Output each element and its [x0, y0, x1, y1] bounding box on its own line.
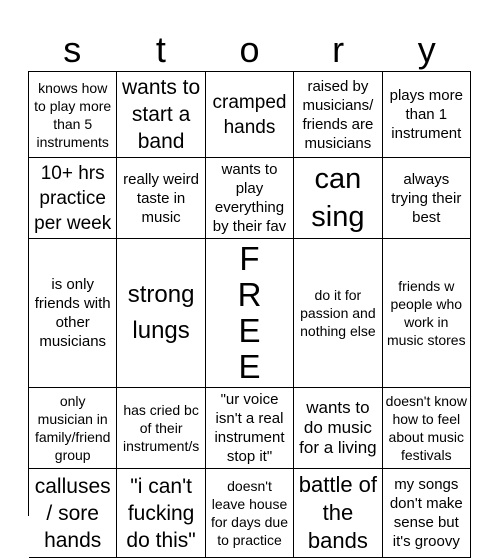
bingo-cell[interactable] — [117, 158, 205, 239]
bingo-cell-text: only musician in family/friend group — [34, 393, 111, 463]
bingo-cell-text: "ur voice isn't a real instrument stop it" — [214, 391, 285, 465]
bingo-cell-text: wants to do music for a living — [299, 398, 377, 457]
bingo-cell-text: strong lungs — [127, 281, 195, 344]
bingo-cell[interactable] — [294, 72, 382, 158]
bingo-cell[interactable] — [206, 469, 294, 558]
bingo-cell-text: always trying their best — [391, 170, 462, 226]
bingo-cell[interactable] — [206, 388, 294, 469]
bingo-cell-text: 10+ hrs practice per week — [34, 162, 112, 234]
bingo-cell[interactable] — [294, 469, 382, 558]
bingo-cell[interactable] — [29, 239, 117, 388]
free-space-cell[interactable] — [206, 239, 294, 388]
bingo-cell-text: plays more than 1 instrument — [389, 87, 463, 142]
bingo-cell[interactable] — [117, 388, 205, 469]
bingo-cell[interactable] — [29, 469, 117, 558]
bingo-cell[interactable] — [383, 239, 471, 388]
title-letter-r: r — [332, 29, 345, 70]
bingo-cell-text: is only friends with other musicians — [34, 276, 111, 350]
bingo-cell[interactable] — [206, 72, 294, 158]
bingo-cell-text: raised by musicians/ friends are musicians — [302, 77, 374, 152]
bingo-cell-text: battle of the bands — [298, 472, 378, 553]
title-letter-o: o — [239, 29, 260, 70]
bingo-cell[interactable] — [117, 72, 205, 158]
bingo-cell[interactable] — [294, 388, 382, 469]
free-space-text: F R E E — [237, 240, 272, 385]
bingo-cell[interactable] — [117, 239, 205, 388]
bingo-cell-text: has cried bc of their instrument/s — [122, 402, 200, 454]
title-letter-y: y — [417, 29, 436, 70]
bingo-cell-text: friends w people who work in music stores — [387, 278, 466, 348]
bingo-cell-text: can sing — [311, 163, 365, 233]
bingo-cell[interactable] — [206, 158, 294, 239]
bingo-cell-text: my songs don't make sense but it's groovy — [389, 476, 463, 550]
bingo-cell[interactable] — [117, 469, 205, 558]
bingo-cell[interactable] — [29, 72, 117, 158]
bingo-cell-text: doesn't know how to feel about music festivals — [385, 393, 467, 463]
bingo-cell-text: wants to start a band — [121, 76, 201, 153]
bingo-cell[interactable] — [29, 388, 117, 469]
bingo-cell[interactable] — [294, 158, 382, 239]
bingo-cell[interactable] — [383, 158, 471, 239]
bingo-cell-text: do it for passion and nothing else — [300, 287, 376, 339]
bingo-cell-text: cramped hands — [212, 91, 287, 138]
bingo-cell-text: knows how to play more than 5 instruments — [34, 79, 112, 150]
bingo-cell-text: calluses / sore hands — [34, 474, 111, 552]
bingo-cell-text: "i can't fucking do this" — [126, 474, 196, 552]
bingo-cell[interactable] — [383, 72, 471, 158]
bingo-cell[interactable] — [383, 388, 471, 469]
bingo-cell[interactable] — [294, 239, 382, 388]
bingo-board — [28, 71, 471, 553]
bingo-cell[interactable] — [29, 158, 117, 239]
bingo-cell-text: really weird taste in music — [123, 170, 200, 226]
bingo-cell[interactable] — [383, 469, 471, 558]
title-letter-s: s — [63, 29, 82, 70]
bingo-title — [28, 28, 471, 72]
bingo-cell-text: doesn't leave house for days due to practice — [210, 478, 289, 548]
title-letter-t: t — [155, 29, 166, 70]
bingo-cell-text: wants to play everything by their fav — [212, 161, 287, 235]
